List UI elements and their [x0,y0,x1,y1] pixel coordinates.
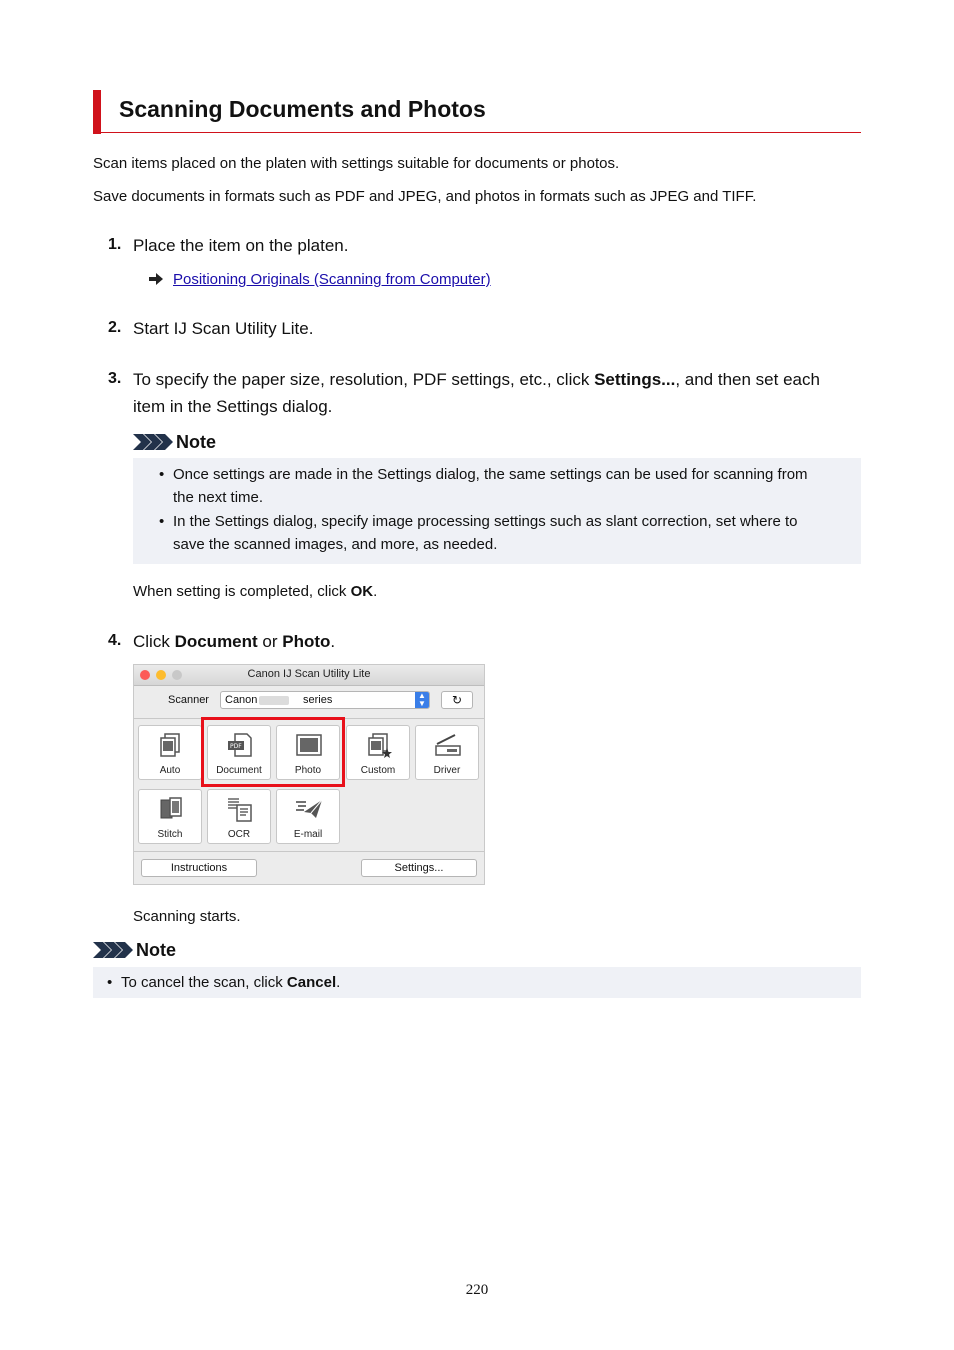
stitch-tile-label: Stitch [157,829,183,840]
step-4-pre: Click [133,632,175,651]
note-1-title: Note [176,432,216,452]
note-1-bullet: • [159,466,165,483]
auto-tile[interactable] [138,725,202,780]
settings-button[interactable]: Settings... [361,859,477,877]
note-2-bullet: • [107,974,113,991]
positioning-originals-link[interactable]: Positioning Originals (Scanning from Computer) [173,271,491,288]
step-4-document-bold: Document [174,632,258,651]
ocr-tile[interactable] [207,789,271,844]
refresh-icon: ↻ [451,693,463,707]
note-chevrons-icon [133,434,173,455]
note-1-item-1-line-2: the next time. [173,489,264,506]
document-photo-highlight [201,717,345,787]
scanner-label: Scanner [168,694,209,706]
scanner-select-value-a: Canon [225,694,258,706]
completed-text [133,583,377,600]
note-2-pre: To cancel the scan, click [121,974,287,991]
scanner-driver-icon [433,732,463,760]
step-4-post: . [330,632,336,651]
intro-line-2: Save documents in formats such as PDF and JPEG, and photos in formats such as JPEG and TIFF. [93,188,757,205]
email-tile-label: E-mail [293,829,323,840]
step-2-number: 2. [108,319,122,336]
custom-scan-icon [364,732,394,760]
heading-accent-bar [93,90,101,134]
scanner-select[interactable] [220,691,430,709]
page-number: 220 [465,1282,489,1298]
custom-tile-label: Custom [360,765,396,776]
updown-chevron-icon: ▲ ▼ [415,692,429,708]
note-chevrons-icon [93,942,133,963]
ocr-tile-label: OCR [227,829,251,840]
note-1-box [133,458,861,564]
note-2-cancel-bold: Cancel [286,974,337,991]
note-1-item-2-line-1: In the Settings dialog, specify image processing settings such as slant correction, set where to [173,513,798,530]
step-4-mid: or [257,632,283,651]
step-4-photo-bold: Photo [282,632,331,651]
window-titlebar [134,665,484,686]
note-2-post: . [336,974,341,991]
note-2-box [93,967,861,998]
completed-ok-bold: OK [350,583,374,600]
driver-tile-label: Driver [433,765,461,776]
page-title: Scanning Documents and Photos [119,96,486,122]
step-1-number: 1. [108,236,122,253]
note-1-item-1-line-1: Once settings are made in the Settings dialog, the same settings can be used for scanning from [173,466,808,483]
arrow-right-icon [149,272,163,290]
stitch-icon [156,796,186,824]
step-3-number: 3. [108,370,122,387]
email-tile[interactable] [276,789,340,844]
step-3-text [133,366,820,393]
custom-tile[interactable] [346,725,410,780]
note-1-bullet: • [159,513,165,530]
auto-scan-icon [156,732,186,760]
instructions-button[interactable]: Instructions [141,859,257,877]
window-title: Canon IJ Scan Utility Lite [247,668,371,680]
scanning-starts-text: Scanning starts. [133,908,241,925]
step-3-text-a: To specify the paper size, resolution, PDF settings, etc., click [133,370,595,389]
note-1-item-2-line-2: save the scanned images, and more, as needed. [173,536,498,553]
ocr-icon [225,796,255,824]
heading-rule [101,132,861,133]
photo-tile-label: Photo [294,765,322,776]
intro-line-1: Scan items placed on the platen with settings suitable for documents or photos. [93,155,620,172]
scanner-select-value-b: series [303,694,333,706]
svg-text:PDF: PDF [230,743,242,750]
step-3-text-c: item in the Settings dialog. [133,397,333,416]
email-send-icon [294,796,324,824]
stitch-tile[interactable] [138,789,202,844]
note-2-item [121,971,340,994]
completed-pre: When setting is completed, click [133,583,351,600]
document-tile-label: Document [216,765,262,776]
completed-post: . [373,583,378,600]
window-separator [134,851,484,852]
step-1-text: Place the item on the platen. [133,236,349,255]
step-4-number: 4. [108,632,122,649]
scanner-model-redacted [259,696,289,705]
refresh-button[interactable] [441,691,473,709]
step-3-text-b: , and then set each [675,370,820,389]
auto-tile-label: Auto [159,765,181,776]
step-4-text [133,628,335,655]
step-2-text: Start IJ Scan Utility Lite. [133,319,314,338]
note-2-title: Note [136,940,176,960]
driver-tile[interactable] [415,725,479,780]
step-3-settings-bold: Settings... [594,370,676,389]
